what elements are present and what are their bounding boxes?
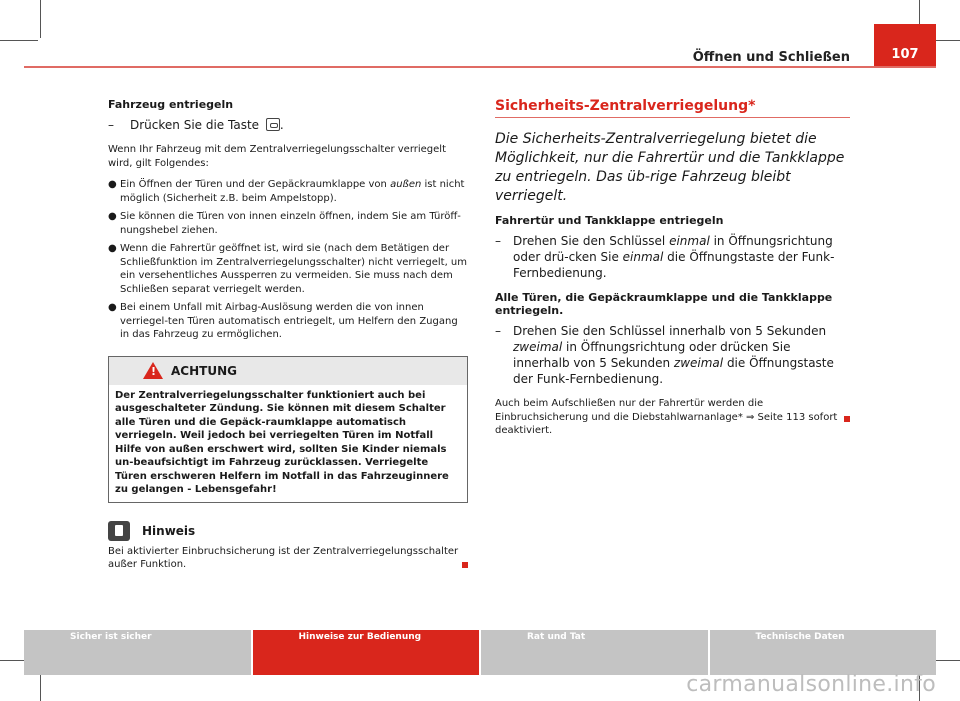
footer-tab-sicher[interactable]: Sicher ist sicher: [24, 630, 251, 675]
step-once: – Drehen Sie den Schlüssel einmal in Öffnungsrichtung oder drü-cken Sie einmal die Öffnungstaste der Funk-Fernbedienung.: [495, 234, 835, 280]
header-rule: [24, 66, 936, 68]
list-item: ● Bei einem Unfall mit Airbag-Auslösung werden die von innen verriegel-ten Türen automatisch entriegelt, um Helfern den Zugang in das Fahrzeug zu ermöglichen.: [108, 302, 458, 340]
page-header-title: Öffnen und Schließen: [692, 50, 850, 65]
heading-fahrertuer-tankklappe: Fahrertür und Tankklappe entriegeln: [495, 214, 724, 227]
bullet-icon: ●: [108, 243, 117, 254]
list-item: ● Sie können die Türen von innen einzeln öffnen, indem Sie am Türöff-nungshebel ziehen.: [108, 211, 461, 236]
warning-triangle-icon: !: [143, 362, 163, 379]
left-column: [108, 98, 468, 580]
step-dash: –: [495, 234, 501, 248]
note-title: Hinweis: [142, 523, 196, 538]
footer-tab-technische-daten[interactable]: Technische Daten: [710, 630, 937, 675]
crop-mark: [40, 0, 41, 38]
heading-fahrzeug-entriegeln: Fahrzeug entriegeln: [108, 98, 234, 111]
right-column: [495, 98, 850, 446]
step-dash: –: [495, 324, 501, 338]
section-title: Sicherheits-Zentralverriegelung*: [495, 98, 850, 118]
step-press-key: [108, 117, 468, 133]
warning-title: ACHTUNG: [171, 363, 237, 378]
page-number: 107: [874, 24, 936, 66]
bullet-icon: ●: [108, 302, 117, 313]
note-icon: [108, 521, 130, 541]
section-end-icon: [462, 562, 468, 568]
intro-paragraph: Wenn Ihr Fahrzeug mit dem Zentralverriegelungsschalter verriegelt wird, gilt Folgendes:: [108, 144, 447, 169]
lead-paragraph: Die Sicherheits-Zentralverriegelung bietet die Möglichkeit, nur die Fahrertür und die Tankklappe zu entriegeln. Das üb-rige Fahrzeug bleibt verriegelt.: [495, 131, 845, 204]
section-end-icon: [844, 416, 850, 422]
footer-nav: [24, 630, 936, 675]
note-text: Bei aktivierter Einbruchsicherung ist der Zentralverriegelungsschalter außer Funktion.: [108, 545, 468, 572]
key-button-icon: [266, 118, 280, 131]
heading-alle-tueren: Alle Türen, die Gepäckraumklappe und die Tankklappe entriegeln.: [495, 291, 833, 317]
bullet-icon: ●: [108, 179, 117, 190]
note-header: [108, 521, 468, 541]
step-text: Drücken Sie die Taste .: [130, 118, 284, 132]
warning-box: [108, 356, 468, 503]
footer-tab-bedienung[interactable]: Hinweise zur Bedienung: [253, 630, 480, 675]
footer-tab-rat-und-tat[interactable]: Rat und Tat: [481, 630, 708, 675]
watermark: carmanualsonline.info: [686, 672, 936, 697]
step-twice: – Drehen Sie den Schlüssel innerhalb von 5 Sekunden zweimal in Öffnungsrichtung oder drücken Sie innerhalb von 5 Sekunden zweimal die Öffnungstaste der Funk-Fernbedienung.: [495, 324, 834, 386]
step-dash: –: [108, 118, 114, 132]
warning-header: [109, 357, 467, 385]
warning-text: Der Zentralverriegelungsschalter funktioniert auch bei ausgeschalteter Zündung. Sie können mit diesem Schalter alle Türen und die Gepäck-raumklappe automatisch verriegeln. Weil jedoch bei verriegelten Türen im Notfall Hilfe von außen erschwert wird, sollten Sie Kinder niemals un-beaufsichtigt im Fahrzeug zurücklassen. Verriegelte Türen erschweren Helfern im Notfall in das Fahrzeuginnere zu gelangen - Lebensgefahr!: [115, 389, 449, 495]
bullet-icon: ●: [108, 211, 117, 222]
footnote-paragraph: Auch beim Aufschließen nur der Fahrertür werden die Einbruchsicherung und die Diebstahlwarnanlage* ⇒ Seite 113 sofort deaktiviert.: [495, 397, 850, 438]
list-item: ● Wenn die Fahrertür geöffnet ist, wird sie (nach dem Betätigen der Schließfunktion im Zentralverriegelungsschalter) nicht verriegelt, um ein versehentliches Aussperren zu vermeiden. Sie muss nach dem Schließen separat verriegelt werden.: [108, 243, 468, 295]
crop-mark: [0, 40, 38, 41]
list-item: ● Ein Öffnen der Türen und der Gepäckraumklappe von außen ist nicht möglich (Sicherheit z.B. beim Ampelstopp).: [108, 179, 465, 204]
